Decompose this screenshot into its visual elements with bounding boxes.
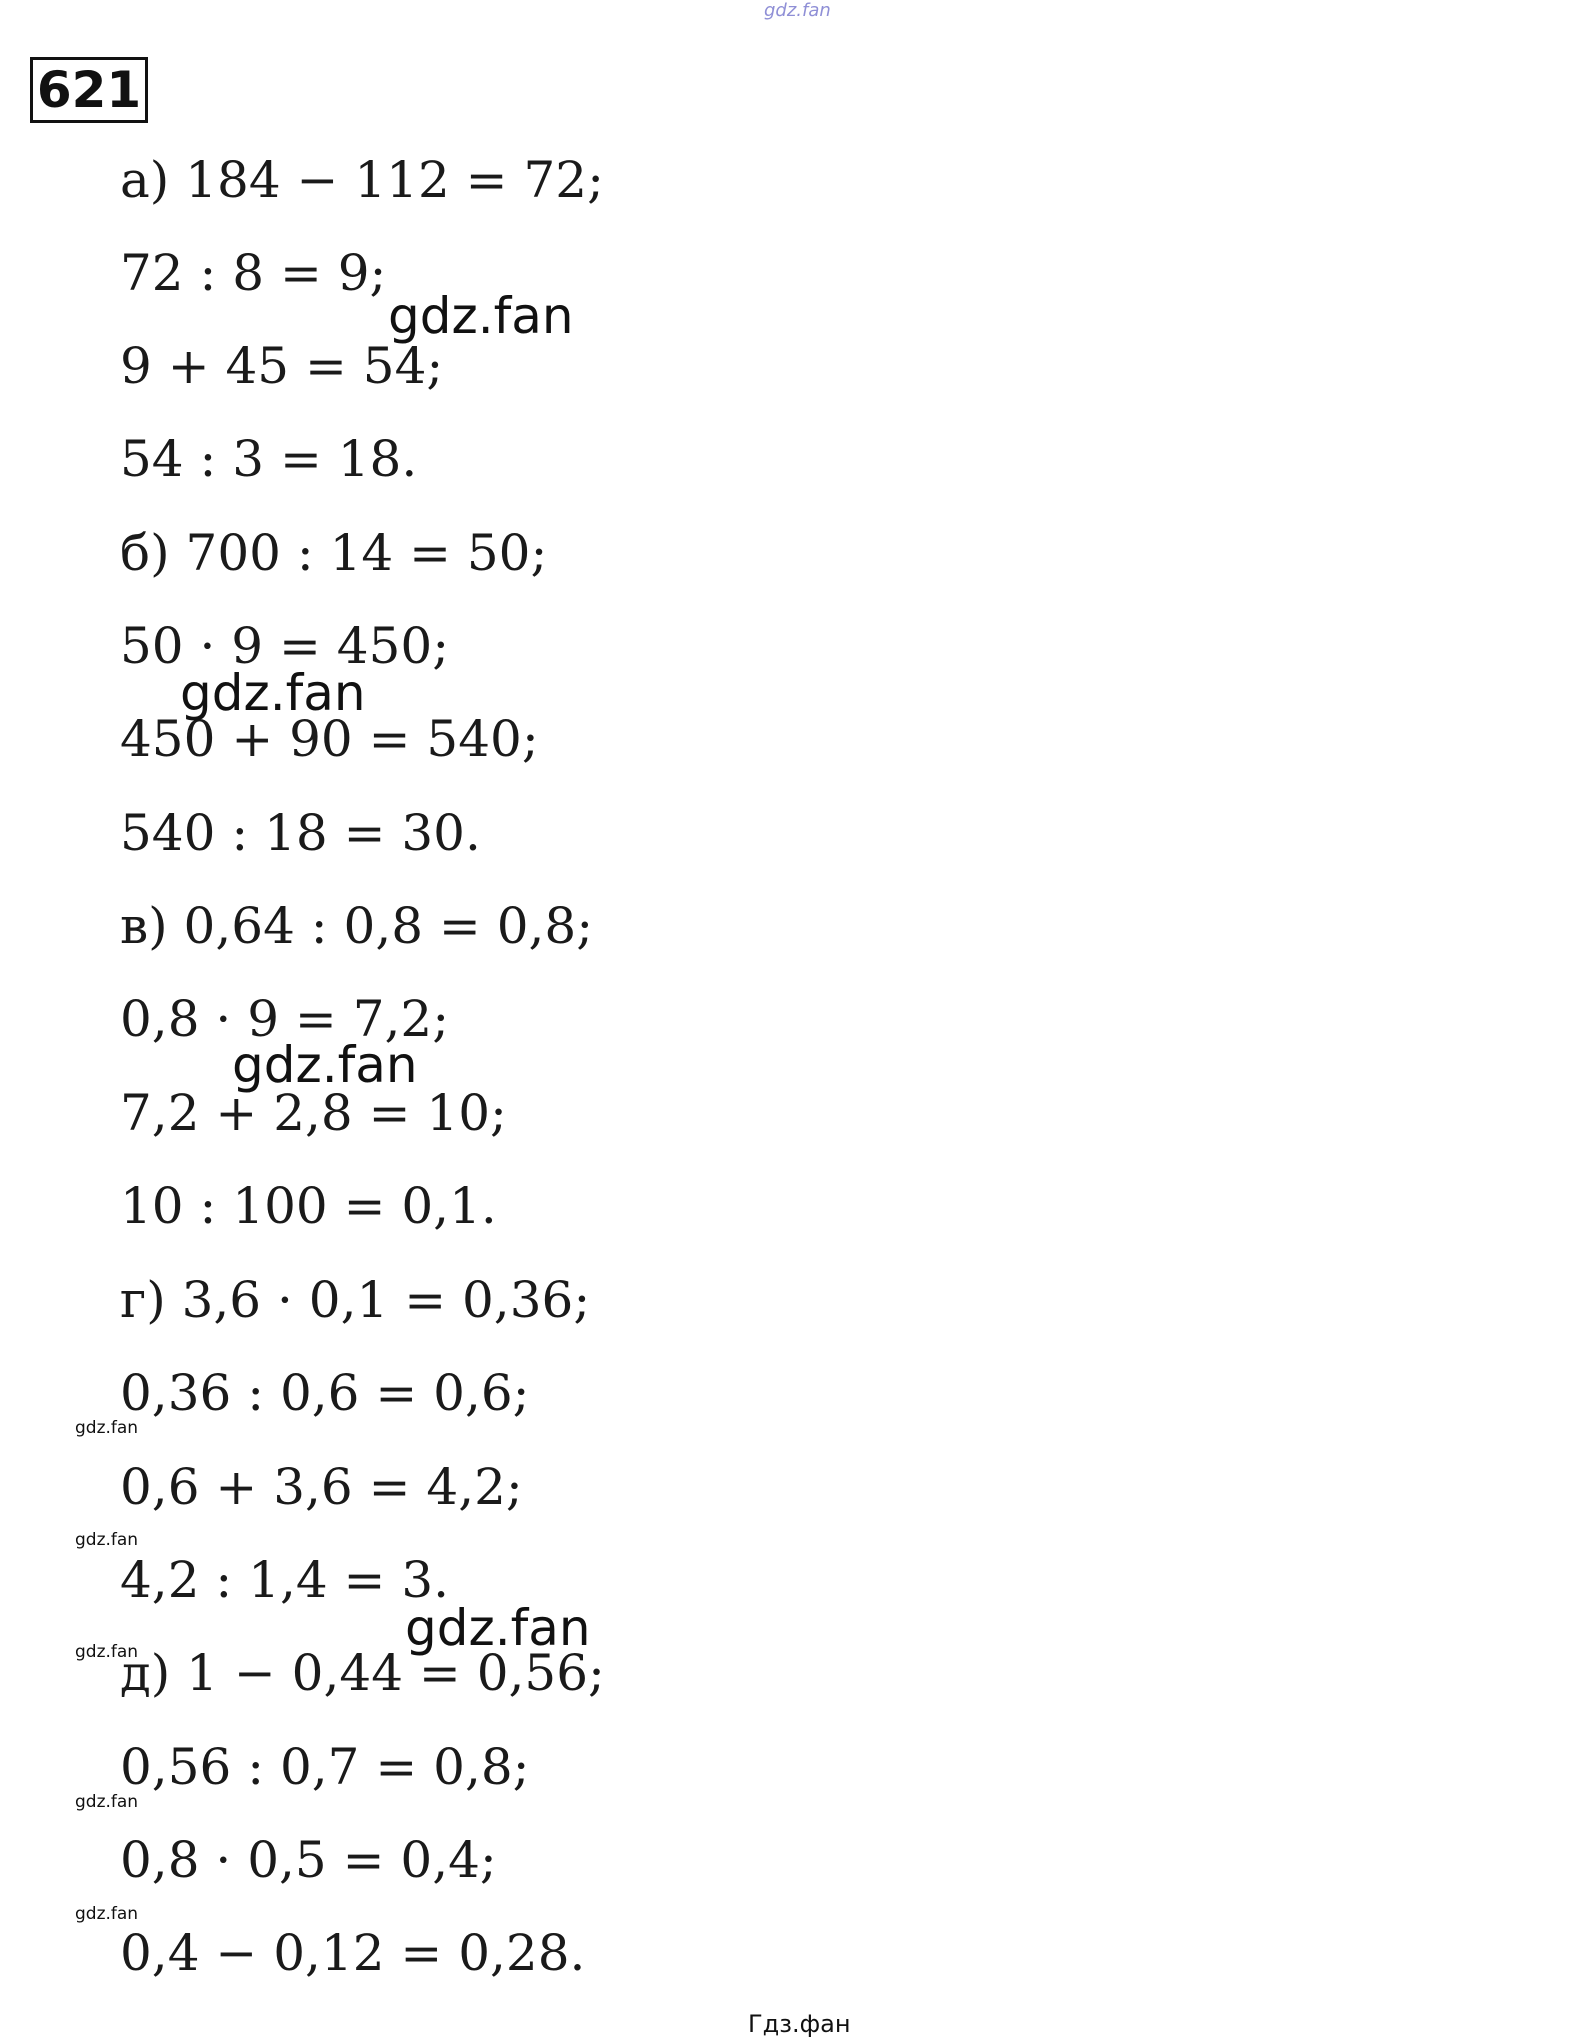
- solution-line: 72 : 8 = 9;: [120, 244, 387, 302]
- solution-line: 4,2 : 1,4 = 3.: [120, 1551, 450, 1609]
- problem-number-box: 621: [30, 57, 148, 123]
- watermark-small: gdz.fan: [75, 1530, 139, 1550]
- solution-line: 540 : 18 = 30.: [120, 804, 481, 862]
- watermark-large: gdz.fan: [405, 1599, 591, 1657]
- watermark-large: gdz.fan: [388, 287, 574, 345]
- solution-line: 0,8 · 9 = 7,2;: [120, 990, 450, 1048]
- footer-watermark: Гдз.фан: [748, 2010, 851, 2038]
- solution-line: д) 1 − 0,44 = 0,56;: [120, 1644, 605, 1702]
- solution-line: а) 184 − 112 = 72;: [120, 151, 604, 209]
- solution-line: 9 + 45 = 54;: [120, 337, 444, 395]
- solution-line: б) 700 : 14 = 50;: [120, 524, 548, 582]
- solution-line: 10 : 100 = 0,1.: [120, 1177, 497, 1235]
- solution-line: 50 · 9 = 450;: [120, 617, 450, 675]
- watermark-small: gdz.fan: [75, 1418, 139, 1438]
- watermark-small: gdz.fan: [75, 1792, 139, 1812]
- solution-line: 0,8 · 0,5 = 0,4;: [120, 1831, 497, 1889]
- solution-line: в) 0,64 : 0,8 = 0,8;: [120, 897, 594, 955]
- top-watermark: gdz.fan: [764, 0, 831, 21]
- solution-line: 0,56 : 0,7 = 0,8;: [120, 1738, 530, 1796]
- solution-line: 0,6 + 3,6 = 4,2;: [120, 1458, 523, 1516]
- solution-line: 7,2 + 2,8 = 10;: [120, 1084, 507, 1142]
- solution-line: г) 3,6 · 0,1 = 0,36;: [120, 1271, 591, 1329]
- watermark-large: gdz.fan: [232, 1036, 418, 1094]
- solution-line: 450 + 90 = 540;: [120, 710, 539, 768]
- solution-line: 54 : 3 = 18.: [120, 430, 418, 488]
- solution-line: 0,4 − 0,12 = 0,28.: [120, 1924, 586, 1982]
- watermark-small: gdz.fan: [75, 1904, 139, 1924]
- watermark-large: gdz.fan: [180, 664, 366, 722]
- watermark-small: gdz.fan: [75, 1642, 139, 1662]
- solution-line: 0,36 : 0,6 = 0,6;: [120, 1364, 530, 1422]
